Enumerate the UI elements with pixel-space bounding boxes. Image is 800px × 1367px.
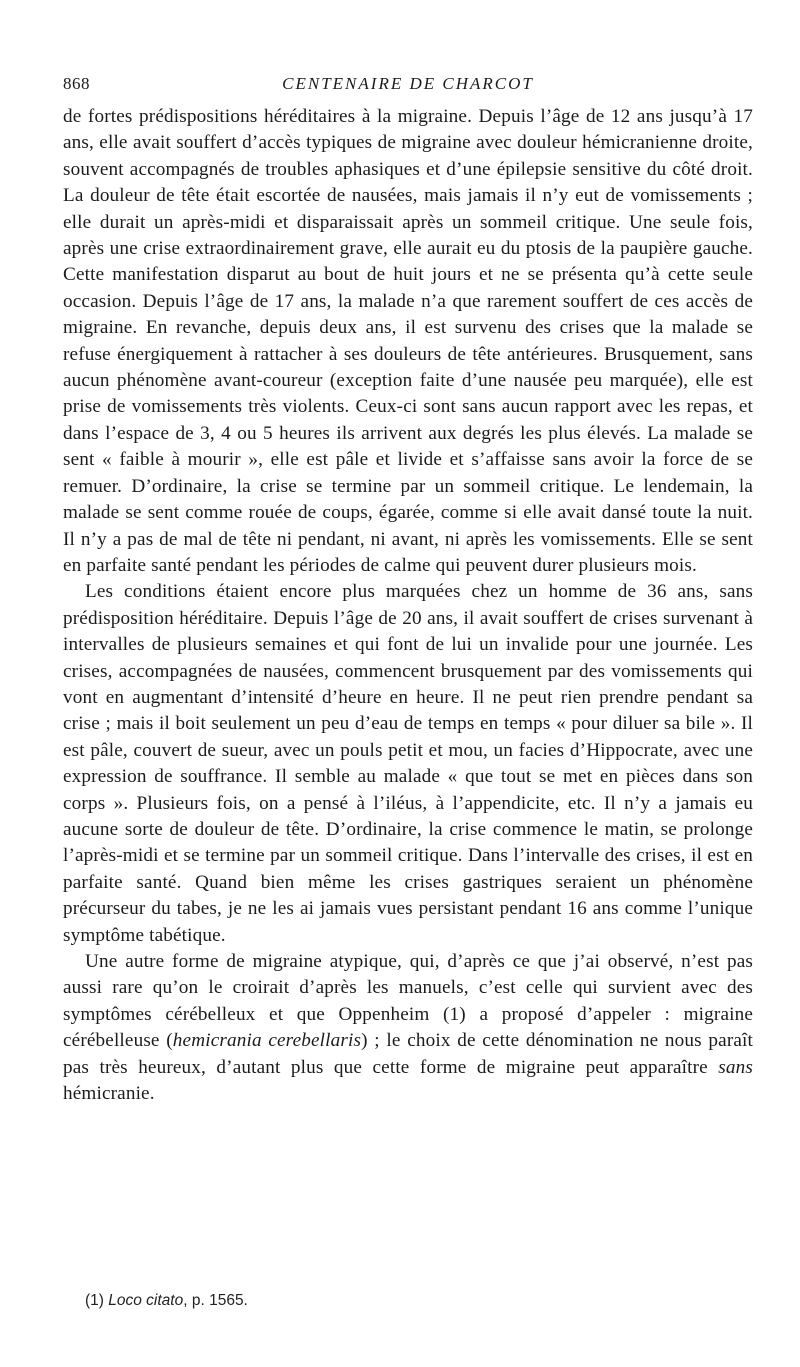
paragraph-2: Les conditions étaient encore plus marquées chez un homme de 36 ans, sans prédisposition héréditaire. Depuis l’âge de 20 ans, il avait souffert de crises survenant à intervalles de plusieurs semaines et qui font de lui un invalide pour une journée. Les crises, accompagnées de nausées, commencent brusquement par des vomissements qui vont en augmentant d’intensité d’heure en heure. Il ne peut rien prendre pendant sa crise ; mais il boit seulement un peu d’eau de temps en temps « pour diluer sa bile ». Il est pâle, couvert de sueur, avec un pouls petit et mou, un facies d’Hippocrate, avec une expression de souffrance. Il semble au malade « que tout se met en pièces dans son corps ». Plusieurs fois, on a pensé à l’iléus, à l’appendicite, etc. Il n’y a jamais eu aucune sorte de douleur de tête. D’ordinaire, la crise commence le matin, se prolonge l’après-midi et se termine par un sommeil critique. Dans l’intervalle des crises, il est en parfaite santé. Quand bien même les crises gastriques seraient un phénomène précurseur du tabes, je ne les ai jamais vues persistant pendant 16 ans comme l’unique symptôme tabétique. bbox=[63, 581, 753, 946]
paragraph-3-text-c: hémicranie. bbox=[63, 1083, 155, 1105]
paragraph-3-text-a: Une autre forme de migraine atypique, qui, d’après ce que j’ai observé, n’est pas aussi rare qu’on le croirait d’après les manuels, c’est celle qui survient avec des symptômes cérébelleux et que Oppenheim (1) a proposé d’appeler : migraine cérébelleuse ( bbox=[63, 951, 753, 1052]
running-title: CENTENAIRE DE CHARCOT bbox=[282, 74, 534, 93]
book-page bbox=[63, 62, 753, 1107]
page-number: 868 bbox=[63, 74, 90, 93]
emphasis-sans: sans bbox=[718, 1056, 753, 1078]
footnote-page: , p. 1565. bbox=[183, 1292, 248, 1309]
footnote-source: Loco citato bbox=[108, 1292, 184, 1309]
paragraph-3-text-b: ) ; le choix de cette dénomination ne nous paraît pas très heureux, d’autant plus que cette forme de migraine peut apparaître bbox=[63, 1030, 753, 1078]
body-text bbox=[63, 104, 753, 1107]
footnote-marker: (1) bbox=[85, 1292, 104, 1309]
latin-term: hemicrania cerebellaris bbox=[172, 1030, 362, 1052]
running-head bbox=[63, 62, 753, 92]
paragraph-1: de fortes prédispositions héréditaires à la migraine. Depuis l’âge de 12 ans jusqu’à 17 ans, elle avait souffert d’accès typiques de migraine avec douleur hémicranienne droite, souvent accompagnés de troubles aphasiques et d’une épilepsie sensitive du côté droit. La douleur de tête était escortée de nausées, mais jamais il n’y eut de vomissements ; elle durait un après-midi et disparaissait après un sommeil critique. Une seule fois, après une crise extraordinairement grave, elle aurait eu du ptosis de la paupière gauche. Cette manifestation disparut au bout de huit jours et ne se présenta qu’à cette seule occasion. Depuis l’âge de 17 ans, la malade n’a que rarement souffert de ces accès de migraine. En revanche, depuis deux ans, il est survenu des crises que la malade se refuse énergiquement à rattacher à ses douleurs de tête antérieures. Brusquement, sans aucun phénomène avant-coureur (exception faite d’une nausée peu marquée), elle est prise de vomissements très violents. Ceux-ci sont sans aucun rapport avec les repas, et dans l’espace de 3, 4 ou 5 heures ils arrivent aux degrés les plus élevés. La malade se sent « faible à mourir », elle est pâle et livide et s’affaisse sans avoir la force de se remuer. D’ordinaire, la crise se termine par un sommeil critique. Le lendemain, la malade se sent comme rouée de coups, égarée, comme si elle avait dansé toute la nuit. Il n’y a pas de mal de tête ni pendant, ni avant, ni après les vomissements. Elle se sent en parfaite santé pendant les périodes de calme qui peuvent durer plusieurs mois. bbox=[63, 106, 753, 576]
paragraph-3 bbox=[63, 949, 753, 1107]
footnote bbox=[85, 1292, 248, 1310]
